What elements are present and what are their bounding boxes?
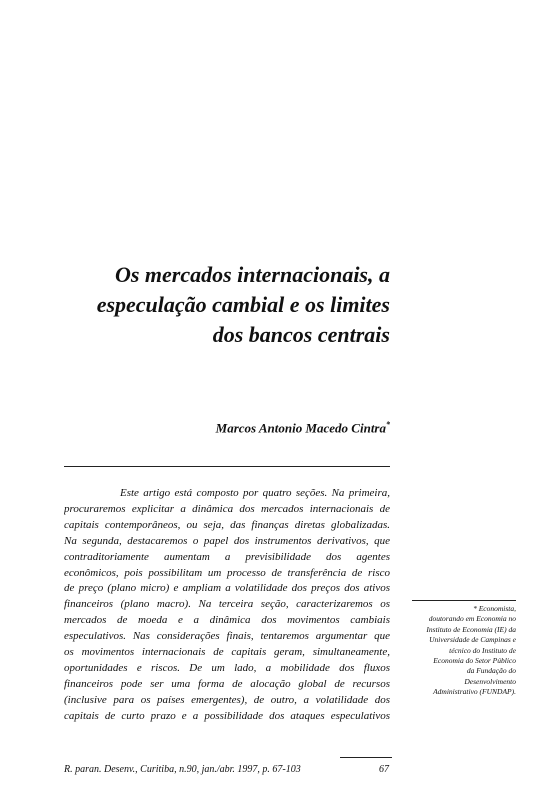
abstract-line: capitais de curto prazo e a possibilidade dos ataques especulativos bbox=[64, 709, 390, 722]
article-title bbox=[60, 260, 390, 350]
footnote-line: da Fundação do bbox=[466, 666, 516, 676]
abstract-line: oportunidades e riscos. De um lado, a mobilidade dos fluxos bbox=[64, 661, 390, 674]
footnote-line: * Economista, bbox=[473, 604, 516, 613]
footnote-line: Administrativo (FUNDAP). bbox=[433, 687, 516, 697]
footnote-line: doutorando em Economia no bbox=[428, 614, 516, 624]
abstract-line: os movimentos internacionais de capitais geram, simultaneamente, bbox=[64, 646, 390, 659]
abstract-line: especulativos. Nas considerações finais, tentaremos argumentar que bbox=[64, 630, 390, 643]
author-footnote bbox=[406, 604, 516, 698]
abstract-line: financeiros pode ser uma forma de alocação global de recursos bbox=[64, 677, 390, 690]
page-number: 67 bbox=[379, 764, 389, 775]
abstract-line: contraditoriamente aumentam a previsibilidade dos agentes bbox=[64, 550, 390, 563]
abstract-line: econômicos, pois possibilitam um processo de transferência de risco bbox=[64, 566, 390, 579]
footnote-line: Desenvolvimento bbox=[464, 676, 516, 686]
footnote-line: Instituto de Economia (IE) da bbox=[426, 624, 516, 634]
footer-rule bbox=[340, 757, 392, 758]
abstract-line: Na segunda, destacaremos o papel dos instrumentos derivativos, que bbox=[64, 534, 390, 547]
abstract-top-rule bbox=[64, 466, 390, 467]
abstract-line: financeiros (plano macro). Na terceira seção, caracterizaremos os bbox=[64, 598, 390, 611]
footnote-line: técnico do Instituto de bbox=[449, 645, 516, 655]
author-footnote-mark: * bbox=[386, 420, 390, 429]
journal-citation: R. paran. Desenv., Curitiba, n.90, jan./abr. 1997, p. 67-103 bbox=[64, 764, 301, 775]
title-line-3: dos bancos centrais bbox=[212, 322, 390, 347]
abstract-line: procuraremos explicitar a dinâmica dos mercados internacionais de bbox=[64, 502, 390, 515]
author-name bbox=[216, 420, 390, 436]
abstract-line: Este artigo está composto por quatro seções. Na primeira, bbox=[120, 487, 390, 499]
abstract-line: de preço (plano micro) e ampliam a volatilidade dos preços dos ativos bbox=[64, 582, 390, 595]
footnote-line: Economia do Setor Público bbox=[433, 656, 516, 666]
footnote-line: Universidade de Campinas e bbox=[429, 635, 516, 645]
footnote-rule bbox=[412, 600, 516, 601]
author-name-text: Marcos Antonio Macedo Cintra bbox=[215, 420, 386, 436]
abstract-line: mercados de moeda e a dinâmica dos movimentos cambiais bbox=[64, 614, 390, 627]
abstract-paragraph bbox=[64, 486, 390, 725]
abstract-line: capitais contemporâneos, ou seja, das finanças diretas globalizadas. bbox=[64, 518, 390, 531]
title-line-2: especulação cambial e os limites bbox=[96, 292, 390, 317]
abstract-line: (inclusive para os países emergentes), de outro, a volatilidade dos bbox=[64, 693, 390, 706]
title-line-1: Os mercados internacionais, a bbox=[114, 262, 390, 287]
